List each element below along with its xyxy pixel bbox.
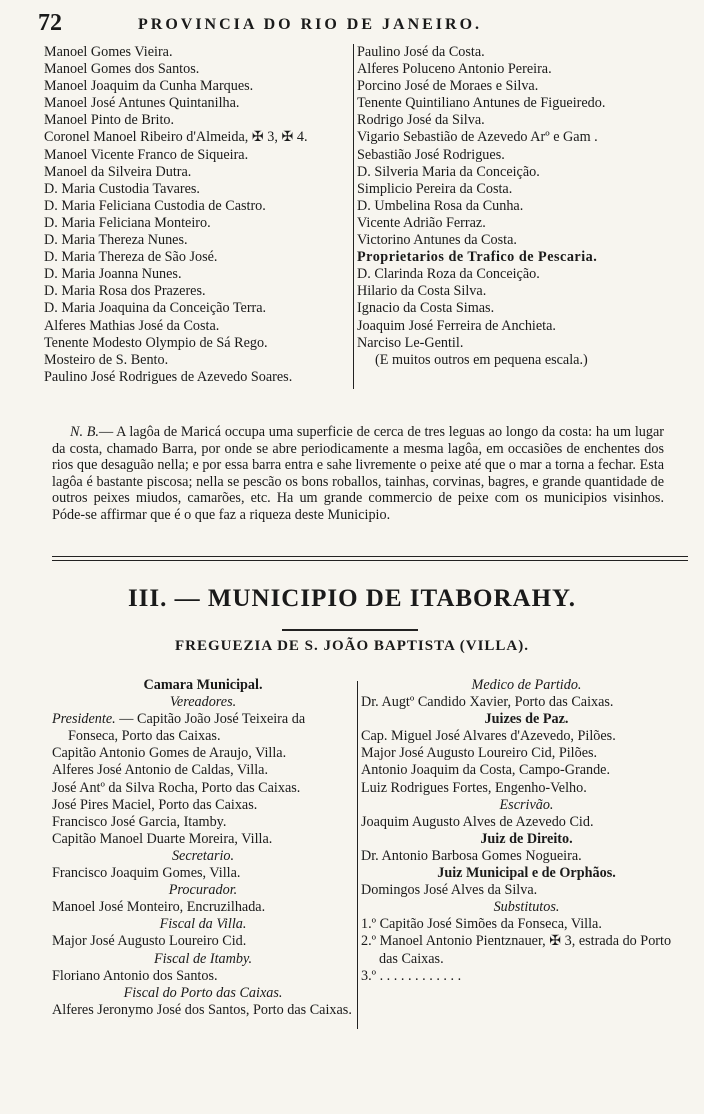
substituto-entry: 2.º Manoel Antonio Pientznauer, ✠ 3, estrada do Porto das Caixas.	[361, 933, 672, 967]
list-item: Sebastião José Rodrigues.	[357, 146, 505, 163]
presidente-entry	[52, 711, 354, 745]
freguezia-title: FREGUEZIA DE S. JOÃO BAPTISTA (VILLA).	[174, 638, 530, 654]
list-item: Paulino José da Costa.	[357, 44, 485, 60]
vereador-entry: Capitão Manoel Duarte Moreira, Villa.	[52, 830, 273, 847]
list-item: Mosteiro de S. Bento.	[44, 351, 169, 368]
nota-bene-paragraph	[52, 424, 664, 524]
section-rule-bottom	[52, 560, 688, 561]
fiscal-porto-name: Alferes Jeronymo José dos Santos, Porto das Caixas.	[52, 1001, 352, 1018]
list-item: Manoel da Silveira Dutra.	[44, 163, 192, 180]
top-columns	[44, 44, 684, 394]
section-title: III. — MUNICIPIO DE ITABORAHY.	[127, 585, 577, 612]
fiscal-villa-label: Fiscal da Villa.	[159, 916, 247, 933]
list-item: D. Silveria Maria da Conceição.	[357, 163, 540, 180]
bottom-column-divider	[357, 681, 358, 1029]
fiscal-itamby-name: Floriano Antonio dos Santos.	[52, 967, 218, 984]
list-item: Porcino José de Moraes e Silva.	[357, 78, 539, 95]
vereador-entry: Francisco José Garcia, Itamby.	[52, 813, 227, 830]
juiz-direito-name: Dr. Antonio Barbosa Gomes Nogueira.	[361, 847, 582, 864]
list-item: Tenente Quintiliano Antunes de Figueiredo.	[357, 95, 606, 112]
title-rule	[282, 629, 418, 631]
list-item: D. Maria Rosa dos Prazeres.	[44, 283, 206, 300]
juiz-paz-entry: Major José Augusto Loureiro Cid, Pilões.	[361, 745, 598, 762]
juiz-paz-entry: Cap. Miguel José Alvares d'Azevedo, Pilões.	[361, 728, 616, 745]
list-item: D. Maria Custodia Tavares.	[44, 180, 200, 197]
column-divider	[353, 44, 354, 389]
list-item: Simplicio Pereira da Costa.	[357, 180, 513, 197]
juiz-direito-label: Juiz de Direito.	[480, 830, 573, 847]
vereador-entry: José Pires Maciel, Porto das Caixas.	[52, 796, 258, 813]
vereador-entry: José Antº da Silva Rocha, Porto das Caixas.	[52, 779, 301, 796]
bottom-columns	[52, 677, 692, 1057]
list-item: Manoel Vicente Franco de Siqueira.	[44, 146, 249, 163]
procurador-name: Manoel José Monteiro, Encruzilhada.	[52, 899, 266, 916]
juiz-paz-entry: Antonio Joaquim da Costa, Campo-Grande.	[361, 762, 611, 779]
list-item: D. Maria Joaquina da Conceição Terra.	[44, 300, 267, 317]
vereador-entry: Alferes José Antonio de Caldas, Villa.	[52, 762, 268, 779]
substituto-entry: 3.º . . . . . . . . . . . .	[361, 967, 462, 984]
list-item: Manoel Pinto de Brito.	[44, 112, 175, 129]
list-item: D. Umbelina Rosa da Cunha.	[357, 197, 524, 214]
secretario-label: Secretario.	[171, 847, 235, 864]
presidente-label: Presidente.	[52, 711, 116, 728]
running-title: PROVINCIA DO RIO DE JANEIRO.	[138, 16, 483, 33]
page-number: 72	[38, 10, 62, 36]
juizes-paz-label: Juizes de Paz.	[484, 711, 569, 728]
juiz-municipal-name: Domingos José Alves da Silva.	[361, 882, 538, 899]
list-item: Manoel Gomes Vieira.	[44, 44, 173, 60]
right-name-list	[357, 44, 684, 369]
list-item: Rodrigo José da Silva.	[357, 112, 485, 129]
justice-column	[361, 677, 692, 985]
vereadores-label: Vereadores.	[169, 694, 237, 711]
left-name-list	[44, 44, 352, 386]
juiz-paz-entry: Luiz Rodrigues Fortes, Engenho-Velho.	[361, 779, 587, 796]
pescaria-heading: Proprietarios de Trafico de Pescaria.	[357, 249, 598, 266]
secretario-name: Francisco Joaquim Gomes, Villa.	[52, 865, 241, 882]
list-item: Manoel José Antunes Quintanilha.	[44, 95, 240, 112]
medico-name: Dr. Augtº Candido Xavier, Porto das Caixas.	[361, 694, 614, 711]
list-item: Victorino Antunes da Costa.	[357, 232, 517, 249]
camara-heading: Camara Municipal.	[143, 677, 263, 693]
list-item: Joaquim José Ferreira de Anchieta.	[357, 317, 556, 334]
list-item: Tenente Modesto Olympio de Sá Rego.	[44, 334, 268, 351]
list-item: Hilario da Costa Silva.	[357, 283, 487, 300]
nota-bene-text: — A lagôa de Maricá occupa uma superficie de cerca de tres leguas ao longo da costa: ha um lugar da costa, chamado Barra, por onde se abre periodicamente a mesma lagôa, em occasiões de enchentes dos rios que desaguão nella; e por essa barra entra e sahe livremente o peixe até que o mar a torna a fechar. Esta lagôa é bastante piscosa; nella se pescão os bons roballos, tainhas, corvinas, bagres, e grande quantidade de outros peixes miudos, camarões, etc. Ha um grande commercio de peixe com os municipios visinhos. Póde-se affirmar que é o que faz a riqueza deste Municipio.	[52, 424, 664, 523]
fiscal-itamby-label: Fiscal de Itamby.	[153, 950, 253, 967]
list-item: D. Maria Thereza de São José.	[44, 249, 218, 266]
substituto-entry: 1.º Capitão José Simões da Fonseca, Villa.	[361, 916, 602, 933]
list-item: Manoel Gomes dos Santos.	[44, 61, 200, 78]
juiz-municipal-label: Juiz Municipal e de Orphãos.	[437, 865, 616, 882]
fiscal-villa-name: Major José Augusto Loureiro Cid.	[52, 933, 247, 950]
vereador-entry: Capitão Antonio Gomes de Araujo, Villa.	[52, 745, 287, 762]
list-item: D. Maria Feliciana Monteiro.	[44, 214, 211, 231]
list-item: Vigario Sebastião de Azevedo Arº e Gam .	[357, 129, 598, 146]
section-rule-top	[52, 556, 688, 557]
list-item: Paulino José Rodrigues de Azevedo Soares.	[44, 368, 293, 385]
list-item: Narciso Le-Gentil.	[357, 334, 464, 351]
list-item: D. Clarinda Roza da Conceição.	[357, 266, 540, 283]
camara-column	[52, 677, 354, 1019]
list-item: Ignacio da Costa Simas.	[357, 300, 495, 317]
list-item: Coronel Manoel Ribeiro d'Almeida, ✠ 3, ✠ 4.	[44, 129, 308, 146]
list-item: Manoel Joaquim da Cunha Marques.	[44, 78, 254, 95]
substitutos-label: Substitutos.	[493, 899, 560, 916]
medico-label: Medico de Partido.	[471, 677, 582, 693]
escrivao-label: Escrivão.	[499, 796, 554, 813]
procurador-label: Procurador.	[168, 882, 238, 899]
escrivao-name: Joaquim Augusto Alves de Azevedo Cid.	[361, 813, 594, 830]
list-item: D. Maria Thereza Nunes.	[44, 232, 188, 249]
list-item: Vicente Adrião Ferraz.	[357, 214, 486, 231]
page-header	[38, 10, 688, 38]
list-item: Alferes Mathias José da Costa.	[44, 317, 220, 334]
fiscal-porto-label: Fiscal do Porto das Caixas.	[123, 984, 283, 1001]
pescaria-note: (E muitos outros em pequena escala.)	[375, 351, 588, 368]
nota-bene-label: N. B.	[70, 424, 99, 440]
list-item: Alferes Poluceno Antonio Pereira.	[357, 61, 552, 78]
list-item: D. Maria Feliciana Custodia de Castro.	[44, 197, 266, 214]
presidente-text: — Capitão João José Teixeira da Fonseca, Porto das Caixas.	[68, 711, 306, 745]
list-item: D. Maria Joanna Nunes.	[44, 266, 182, 283]
